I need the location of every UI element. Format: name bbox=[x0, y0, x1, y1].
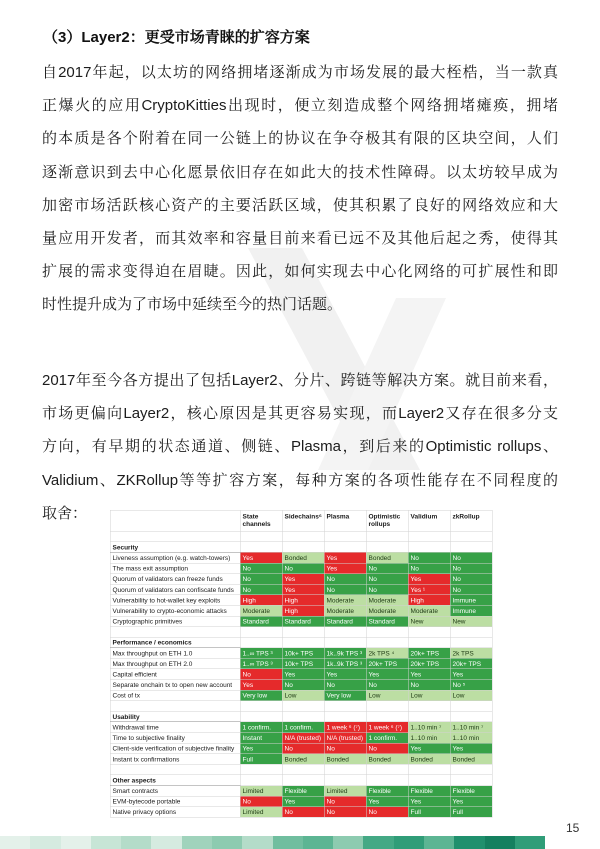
empty-cell bbox=[366, 701, 408, 712]
table-cell: No bbox=[282, 563, 324, 574]
empty-cell bbox=[324, 627, 366, 638]
table-cell: Yes bbox=[282, 796, 324, 807]
table-cell: No bbox=[408, 563, 450, 574]
table-spacer-row bbox=[110, 701, 492, 712]
table-cell: 1k..9k TPS ³ bbox=[324, 658, 366, 669]
row-label: The mass exit assumption bbox=[110, 563, 240, 574]
paragraph-line: 逐渐意识到去中心化愿景依旧存在如此大的技术性障碍。以太坊较早成为 bbox=[42, 163, 558, 181]
table-cell: Very low bbox=[324, 690, 366, 701]
paragraph-2 bbox=[42, 364, 558, 530]
empty-cell bbox=[282, 531, 324, 542]
paragraph-line: 2017年至今各方提出了包括Layer2、分片、跨链等解决方案。就目前来看， bbox=[42, 372, 558, 389]
empty-cell bbox=[240, 775, 282, 786]
page-number: 15 bbox=[566, 821, 580, 835]
empty-cell bbox=[366, 627, 408, 638]
table-spacer-row bbox=[110, 627, 492, 638]
empty-cell bbox=[408, 637, 450, 648]
table-cell: No bbox=[450, 552, 492, 563]
table-cell: High bbox=[240, 595, 282, 606]
comparison-table-figure bbox=[110, 510, 492, 818]
footer-bar-block bbox=[485, 836, 515, 849]
footer-bar-block bbox=[273, 836, 303, 849]
table-cell: Yes bbox=[282, 669, 324, 680]
table-cell: No bbox=[240, 669, 282, 680]
table-cell: Yes bbox=[240, 743, 282, 754]
table-cell: No bbox=[324, 680, 366, 691]
table-row bbox=[110, 754, 492, 765]
table-cell: No bbox=[366, 680, 408, 691]
empty-cell bbox=[366, 531, 408, 542]
table-cell: N/A (trusted) bbox=[282, 733, 324, 744]
row-label: Max throughput on ETH 2.0 bbox=[110, 658, 240, 669]
table-cell: 1..∞ TPS ³ bbox=[240, 658, 282, 669]
row-label: Withdrawal time bbox=[110, 722, 240, 733]
table-cell: Full bbox=[450, 807, 492, 818]
table-cell: Limited bbox=[240, 807, 282, 818]
table-row bbox=[110, 605, 492, 616]
table-cell: Full bbox=[408, 807, 450, 818]
table-cell: Standard bbox=[282, 616, 324, 627]
row-label: Separate onchain tx to open new account bbox=[110, 680, 240, 691]
table-cell: No bbox=[282, 680, 324, 691]
column-header: zkRollup bbox=[450, 510, 492, 531]
paragraph-line: 时性提升成为了市场中延续至今的热门话题。 bbox=[42, 296, 343, 314]
section-title: Other aspects bbox=[110, 775, 240, 786]
table-row bbox=[110, 669, 492, 680]
table-cell: New bbox=[450, 616, 492, 627]
table-row bbox=[110, 807, 492, 818]
table-section-row bbox=[110, 542, 492, 553]
table-cell: Flexible bbox=[366, 786, 408, 797]
empty-cell bbox=[408, 775, 450, 786]
table-cell: Yes bbox=[240, 680, 282, 691]
table-cell: 20k+ TPS bbox=[450, 658, 492, 669]
paragraph-line: 取舍： bbox=[42, 504, 88, 522]
empty-cell bbox=[408, 764, 450, 775]
table-row bbox=[110, 648, 492, 659]
table-cell: 20k+ TPS bbox=[408, 658, 450, 669]
empty-cell bbox=[324, 775, 366, 786]
table-cell: 20k+ TPS bbox=[366, 658, 408, 669]
column-header: Sidechains⁶ bbox=[282, 510, 324, 531]
row-label: Smart contracts bbox=[110, 786, 240, 797]
row-label: Client-side verification of subjective finality bbox=[110, 743, 240, 754]
column-header: Plasma bbox=[324, 510, 366, 531]
empty-cell bbox=[450, 775, 492, 786]
footer-bar-block bbox=[394, 836, 424, 849]
table-cell: Moderate bbox=[240, 605, 282, 616]
table-cell: Yes bbox=[408, 669, 450, 680]
paragraph-line: Validium、ZKRollup等等扩容方案，每种方案的各项性能存在不同程度的 bbox=[42, 471, 558, 489]
empty-cell bbox=[240, 711, 282, 722]
empty-cell bbox=[408, 627, 450, 638]
footer-bar-block bbox=[151, 836, 181, 849]
paragraph-line: 市场更偏向Layer2，核心原因是其更容易实现，而Layer2又存在很多分支 bbox=[42, 405, 558, 423]
empty-cell bbox=[408, 542, 450, 553]
table-cell: Yes bbox=[324, 669, 366, 680]
table-cell: Flexible bbox=[408, 786, 450, 797]
table-cell: No bbox=[324, 807, 366, 818]
empty-cell bbox=[110, 531, 240, 542]
table-cell: Low bbox=[408, 690, 450, 701]
paragraph-line: 量应用开发者，而其效率和容量目前来看已远不及其他后起之秀，使得其 bbox=[42, 229, 558, 247]
table-cell: Full bbox=[240, 754, 282, 765]
footer-bar-block bbox=[182, 836, 212, 849]
table-cell: No bbox=[324, 574, 366, 585]
table-cell: Low bbox=[450, 690, 492, 701]
table-row bbox=[110, 552, 492, 563]
table-cell: Low bbox=[366, 690, 408, 701]
table-cell: 1 confirm. bbox=[282, 722, 324, 733]
table-cell: Yes bbox=[408, 743, 450, 754]
footer-bar-block bbox=[363, 836, 393, 849]
empty-cell bbox=[408, 701, 450, 712]
table-cell: Instant bbox=[240, 733, 282, 744]
section-title: Security bbox=[110, 542, 240, 553]
footer-bar-block bbox=[0, 836, 30, 849]
empty-cell bbox=[324, 711, 366, 722]
row-label: Quorum of validators can freeze funds bbox=[110, 574, 240, 585]
table-cell: Flexible bbox=[450, 786, 492, 797]
table-cell: No bbox=[324, 743, 366, 754]
empty-cell bbox=[282, 711, 324, 722]
paragraph-line: 方向，有早期的状态通道、侧链、Plasma，到后来的Optimistic rollups、 bbox=[42, 438, 558, 456]
table-cell: Standard bbox=[324, 616, 366, 627]
table-cell: Yes bbox=[282, 574, 324, 585]
row-label: Time to subjective finality bbox=[110, 733, 240, 744]
table-cell: 1 confirm. bbox=[240, 722, 282, 733]
table-section-row bbox=[110, 711, 492, 722]
table-cell: No bbox=[324, 796, 366, 807]
table-cell: No bbox=[450, 563, 492, 574]
empty-cell bbox=[324, 542, 366, 553]
table-cell: Yes bbox=[408, 796, 450, 807]
paragraph-line: 正爆火的应用CryptoKitties出现时，便立刻造成整个网络拥堵瘫痪，拥堵 bbox=[42, 97, 558, 115]
table-section-row bbox=[110, 775, 492, 786]
empty-cell bbox=[282, 701, 324, 712]
empty-cell bbox=[240, 637, 282, 648]
table-row bbox=[110, 595, 492, 606]
table-cell: No bbox=[324, 584, 366, 595]
row-label: Liveness assumption (e.g. watch-towers) bbox=[110, 552, 240, 563]
footer-bar-block bbox=[454, 836, 484, 849]
empty-cell bbox=[282, 775, 324, 786]
table-row bbox=[110, 616, 492, 627]
table-cell: Yes bbox=[240, 552, 282, 563]
table-cell: Bonded bbox=[366, 754, 408, 765]
footer-color-bar bbox=[0, 836, 545, 849]
table-cell: No bbox=[366, 574, 408, 585]
empty-cell bbox=[366, 711, 408, 722]
empty-cell bbox=[450, 637, 492, 648]
table-header-row bbox=[110, 510, 492, 531]
table-cell: Immune bbox=[450, 595, 492, 606]
footer-bar-block bbox=[30, 836, 60, 849]
table-cell: Yes ¹ bbox=[408, 584, 450, 595]
table-cell: No bbox=[366, 563, 408, 574]
paragraph-line: 自2017年起，以太坊的网络拥堵逐渐成为市场发展的最大桎梏，当一款真 bbox=[42, 64, 558, 81]
empty-cell bbox=[282, 627, 324, 638]
table-cell: 1..10 min ⁷ bbox=[450, 722, 492, 733]
table-cell: High bbox=[282, 595, 324, 606]
row-label: Max throughput on ETH 1.0 bbox=[110, 648, 240, 659]
table-cell: Yes bbox=[324, 563, 366, 574]
footer-bar-block bbox=[242, 836, 272, 849]
table-row bbox=[110, 733, 492, 744]
table-spacer-row bbox=[110, 531, 492, 542]
empty-cell bbox=[450, 764, 492, 775]
empty-cell bbox=[240, 764, 282, 775]
table-cell: Yes bbox=[450, 669, 492, 680]
table-cell: High bbox=[408, 595, 450, 606]
table-row bbox=[110, 796, 492, 807]
table-cell: Immune bbox=[450, 605, 492, 616]
empty-cell bbox=[324, 764, 366, 775]
table-cell: 1k..9k TPS ³ bbox=[324, 648, 366, 659]
empty-cell bbox=[408, 531, 450, 542]
table-cell: No bbox=[240, 563, 282, 574]
table-row bbox=[110, 680, 492, 691]
comparison-table-body bbox=[110, 510, 492, 817]
table-cell: No bbox=[408, 680, 450, 691]
table-cell: 1..10 min bbox=[408, 733, 450, 744]
table-cell: No bbox=[240, 574, 282, 585]
empty-cell bbox=[110, 764, 240, 775]
row-label: Quorum of validators can confiscate funds bbox=[110, 584, 240, 595]
table-cell: 10k+ TPS bbox=[282, 648, 324, 659]
table-cell: No bbox=[366, 584, 408, 595]
paragraph-line: 的本质是各个附着在同一公链上的协议在争夺极其有限的区块空间，人们 bbox=[42, 130, 558, 148]
row-label: Vulnerability to crypto-economic attacks bbox=[110, 605, 240, 616]
table-row bbox=[110, 786, 492, 797]
table-spacer-row bbox=[110, 764, 492, 775]
row-label: Vulnerability to hot-wallet key exploits bbox=[110, 595, 240, 606]
table-cell: Standard bbox=[366, 616, 408, 627]
column-header: Validium bbox=[408, 510, 450, 531]
empty-cell bbox=[366, 775, 408, 786]
paragraph-1 bbox=[42, 56, 558, 322]
table-cell: Moderate bbox=[366, 605, 408, 616]
table-cell: Limited bbox=[324, 786, 366, 797]
table-row bbox=[110, 574, 492, 585]
empty-cell bbox=[324, 637, 366, 648]
table-row bbox=[110, 584, 492, 595]
table-cell: 1..∞ TPS ³ bbox=[240, 648, 282, 659]
empty-cell bbox=[282, 764, 324, 775]
table-cell: Low bbox=[282, 690, 324, 701]
table-cell: Standard bbox=[240, 616, 282, 627]
section-heading: （3）Layer2：更受市场青睐的扩容方案 bbox=[43, 29, 310, 46]
empty-cell bbox=[366, 764, 408, 775]
empty-cell bbox=[408, 711, 450, 722]
section-title: Usability bbox=[110, 711, 240, 722]
empty-cell bbox=[450, 711, 492, 722]
table-cell: Bonded bbox=[408, 754, 450, 765]
row-label: Cryptographic primitives bbox=[110, 616, 240, 627]
footer-bar-block bbox=[61, 836, 91, 849]
empty-cell bbox=[324, 531, 366, 542]
table-cell: 2k TPS ⁴ bbox=[366, 648, 408, 659]
table-cell: 1 week ⁶ (⁷) bbox=[324, 722, 366, 733]
table-cell: 1 week ⁶ (⁷) bbox=[366, 722, 408, 733]
empty-cell bbox=[366, 637, 408, 648]
table-cell: Moderate bbox=[324, 605, 366, 616]
table-cell: Bonded bbox=[450, 754, 492, 765]
table-cell: No bbox=[450, 584, 492, 595]
footer-bar-block bbox=[212, 836, 242, 849]
table-cell: 10k+ TPS bbox=[282, 658, 324, 669]
table-cell: No bbox=[450, 574, 492, 585]
footer-bar-block bbox=[121, 836, 151, 849]
footer-bar-block bbox=[303, 836, 333, 849]
footer-bar-block bbox=[424, 836, 454, 849]
empty-cell bbox=[282, 542, 324, 553]
table-corner-cell bbox=[110, 510, 240, 531]
table-cell: 2k TPS bbox=[450, 648, 492, 659]
empty-cell bbox=[282, 637, 324, 648]
paragraph-line: 扩展的需求变得迫在眉睫。因此，如何实现去中心化网络的可扩展性和即 bbox=[42, 263, 558, 281]
table-cell: Yes bbox=[450, 796, 492, 807]
empty-cell bbox=[450, 531, 492, 542]
table-cell: N/A (trusted) bbox=[324, 733, 366, 744]
table-cell: Bonded bbox=[324, 754, 366, 765]
table-cell: No bbox=[240, 796, 282, 807]
row-label: Capital efficient bbox=[110, 669, 240, 680]
empty-cell bbox=[450, 542, 492, 553]
table-cell: Limited bbox=[240, 786, 282, 797]
table-cell: Bonded bbox=[366, 552, 408, 563]
footer-bar-block bbox=[91, 836, 121, 849]
table-section-row bbox=[110, 637, 492, 648]
table-cell: No bbox=[366, 807, 408, 818]
table-cell: No bbox=[282, 743, 324, 754]
empty-cell bbox=[110, 701, 240, 712]
table-cell: High bbox=[282, 605, 324, 616]
row-label: Native privacy options bbox=[110, 807, 240, 818]
row-label: EVM-bytecode portable bbox=[110, 796, 240, 807]
column-header: Optimistic rollups bbox=[366, 510, 408, 531]
row-label: Instant tx confirmations bbox=[110, 754, 240, 765]
empty-cell bbox=[324, 701, 366, 712]
table-row bbox=[110, 658, 492, 669]
column-header: State channels bbox=[240, 510, 282, 531]
table-cell: Yes bbox=[282, 584, 324, 595]
comparison-table bbox=[110, 510, 493, 818]
table-row bbox=[110, 722, 492, 733]
table-cell: New bbox=[408, 616, 450, 627]
table-cell: No bbox=[282, 807, 324, 818]
footer-bar-block bbox=[333, 836, 363, 849]
table-row bbox=[110, 743, 492, 754]
table-cell: 1 confirm. bbox=[366, 733, 408, 744]
table-cell: Bonded bbox=[282, 552, 324, 563]
table-cell: 1..10 min bbox=[450, 733, 492, 744]
table-cell: Yes bbox=[366, 669, 408, 680]
empty-cell bbox=[366, 542, 408, 553]
table-cell: 20k+ TPS bbox=[408, 648, 450, 659]
table-cell: No bbox=[366, 743, 408, 754]
table-cell: Yes bbox=[366, 796, 408, 807]
table-cell: Flexible bbox=[282, 786, 324, 797]
row-label: Cost of tx bbox=[110, 690, 240, 701]
table-row bbox=[110, 563, 492, 574]
empty-cell bbox=[240, 701, 282, 712]
table-cell: Yes bbox=[408, 574, 450, 585]
empty-cell bbox=[240, 542, 282, 553]
empty-cell bbox=[450, 627, 492, 638]
empty-cell bbox=[110, 627, 240, 638]
empty-cell bbox=[240, 531, 282, 542]
table-cell: No bbox=[240, 584, 282, 595]
table-cell: 1..10 min ⁷ bbox=[408, 722, 450, 733]
table-cell: Yes bbox=[324, 552, 366, 563]
table-cell: Moderate bbox=[408, 605, 450, 616]
table-cell: No bbox=[408, 552, 450, 563]
table-cell: Very low bbox=[240, 690, 282, 701]
paragraph-line: 加密市场活跃核心资产的主要活跃区域，使其积累了良好的网络效应和大 bbox=[42, 196, 558, 214]
table-cell: Moderate bbox=[366, 595, 408, 606]
table-cell: Moderate bbox=[324, 595, 366, 606]
section-title: Performance / economics bbox=[110, 637, 240, 648]
table-cell: No ⁵ bbox=[450, 680, 492, 691]
empty-cell bbox=[240, 627, 282, 638]
footer-bar-block bbox=[515, 836, 545, 849]
table-cell: Bonded bbox=[282, 754, 324, 765]
table-row bbox=[110, 690, 492, 701]
table-cell: Yes bbox=[450, 743, 492, 754]
empty-cell bbox=[450, 701, 492, 712]
